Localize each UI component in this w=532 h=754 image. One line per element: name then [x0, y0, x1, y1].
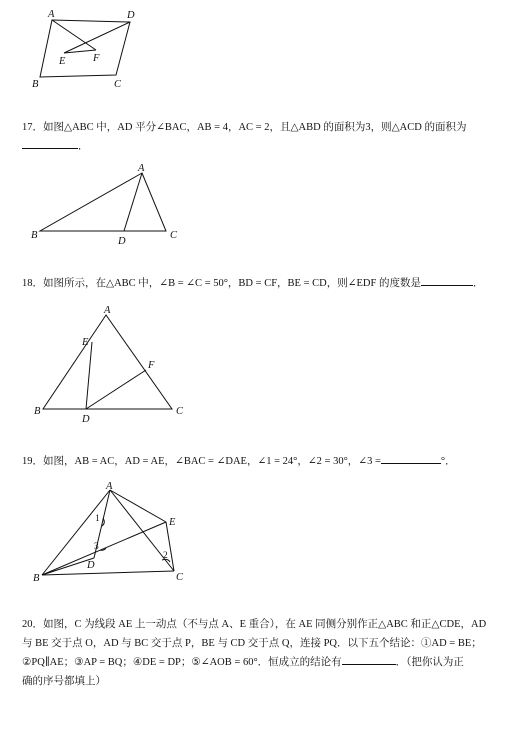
- label-b: B: [34, 406, 41, 417]
- label-c: C: [170, 230, 178, 241]
- label-e: E: [82, 337, 89, 348]
- segment-af: [52, 20, 96, 50]
- segment-be: [42, 522, 166, 575]
- answer-blank-19[interactable]: [381, 452, 441, 464]
- angle-3-label: 3: [94, 542, 99, 552]
- label-f: F: [93, 53, 100, 64]
- segment-df: [86, 370, 146, 409]
- label-c: C: [176, 572, 184, 583]
- segment-ed: [86, 342, 92, 409]
- question-18: [22, 274, 522, 293]
- label-d: D: [87, 560, 95, 571]
- label-d: D: [118, 236, 126, 247]
- question-20-line-1: 20．如图，C 为线段 AE 上一动点（不与点 A、E 重合），在 AE 同侧分别作正△ABC 和正△CDE，AD: [22, 619, 487, 630]
- label-b: B: [32, 79, 39, 90]
- label-a: A: [48, 9, 55, 20]
- label-d: D: [82, 414, 90, 425]
- triangle-abc: [40, 173, 166, 231]
- label-b: B: [33, 573, 40, 584]
- segment-bc: [42, 571, 174, 575]
- question-19-end: °．: [440, 456, 456, 467]
- label-d: D: [127, 10, 135, 21]
- question-20: [22, 615, 522, 691]
- segment-ae: [110, 490, 166, 522]
- label-a: A: [104, 305, 111, 316]
- label-a: A: [106, 481, 113, 492]
- label-b: B: [31, 230, 38, 241]
- label-c: C: [176, 406, 184, 417]
- figure-18: [0, 300, 532, 430]
- label-c: C: [114, 79, 122, 90]
- question-17: [22, 118, 522, 156]
- figure-16: [0, 0, 532, 92]
- answer-blank-17[interactable]: [22, 137, 78, 149]
- angle-2-label: 2: [163, 551, 168, 561]
- segment-de: [64, 22, 130, 53]
- question-20-line-3a: ②PQ∥AE；③AP = BQ；④DE = DP；⑤∠AOB = 60°．恒成立的结论有: [22, 657, 342, 668]
- angle-1-label: 1: [95, 514, 100, 524]
- figure-19: [0, 478, 532, 588]
- question-19: [22, 452, 522, 471]
- answer-blank-18[interactable]: [421, 274, 473, 286]
- label-f: F: [148, 360, 155, 371]
- question-19-text: 19．如图，AB = AC，AD = AE，∠BAC = ∠DAE，∠1 = 24°，∠2 = 30°，∠3 =: [22, 456, 381, 467]
- answer-blank-20[interactable]: [342, 653, 396, 665]
- question-20-line-2: 与 BE 交于点 O，AD 与 BC 交于点 P，BE 与 CD 交于点 Q，连接 PQ．以下五个结论：①AD = BE；: [22, 638, 482, 649]
- question-18-end: ．: [472, 278, 484, 289]
- figure-17: [0, 160, 532, 250]
- question-17-text: 17．如图△ABC 中，AD 平分∠BAC，AB = 4，AC = 2，且△ABD 的面积为3，则△ACD 的面积为: [22, 122, 467, 133]
- question-18-text: 18．如图所示，在△ABC 中，∠B = ∠C = 50°，BD = CF，BE = CD，则∠EDF 的度数是: [22, 278, 421, 289]
- label-e: E: [169, 517, 176, 528]
- question-20-line-4: 确的序号都填上）: [22, 676, 106, 687]
- question-20-line-3b: ．（把你认为正: [395, 657, 464, 668]
- label-e: E: [59, 56, 66, 67]
- segment-ec: [166, 522, 174, 571]
- question-17-end: ．: [78, 141, 89, 152]
- label-a: A: [138, 163, 145, 174]
